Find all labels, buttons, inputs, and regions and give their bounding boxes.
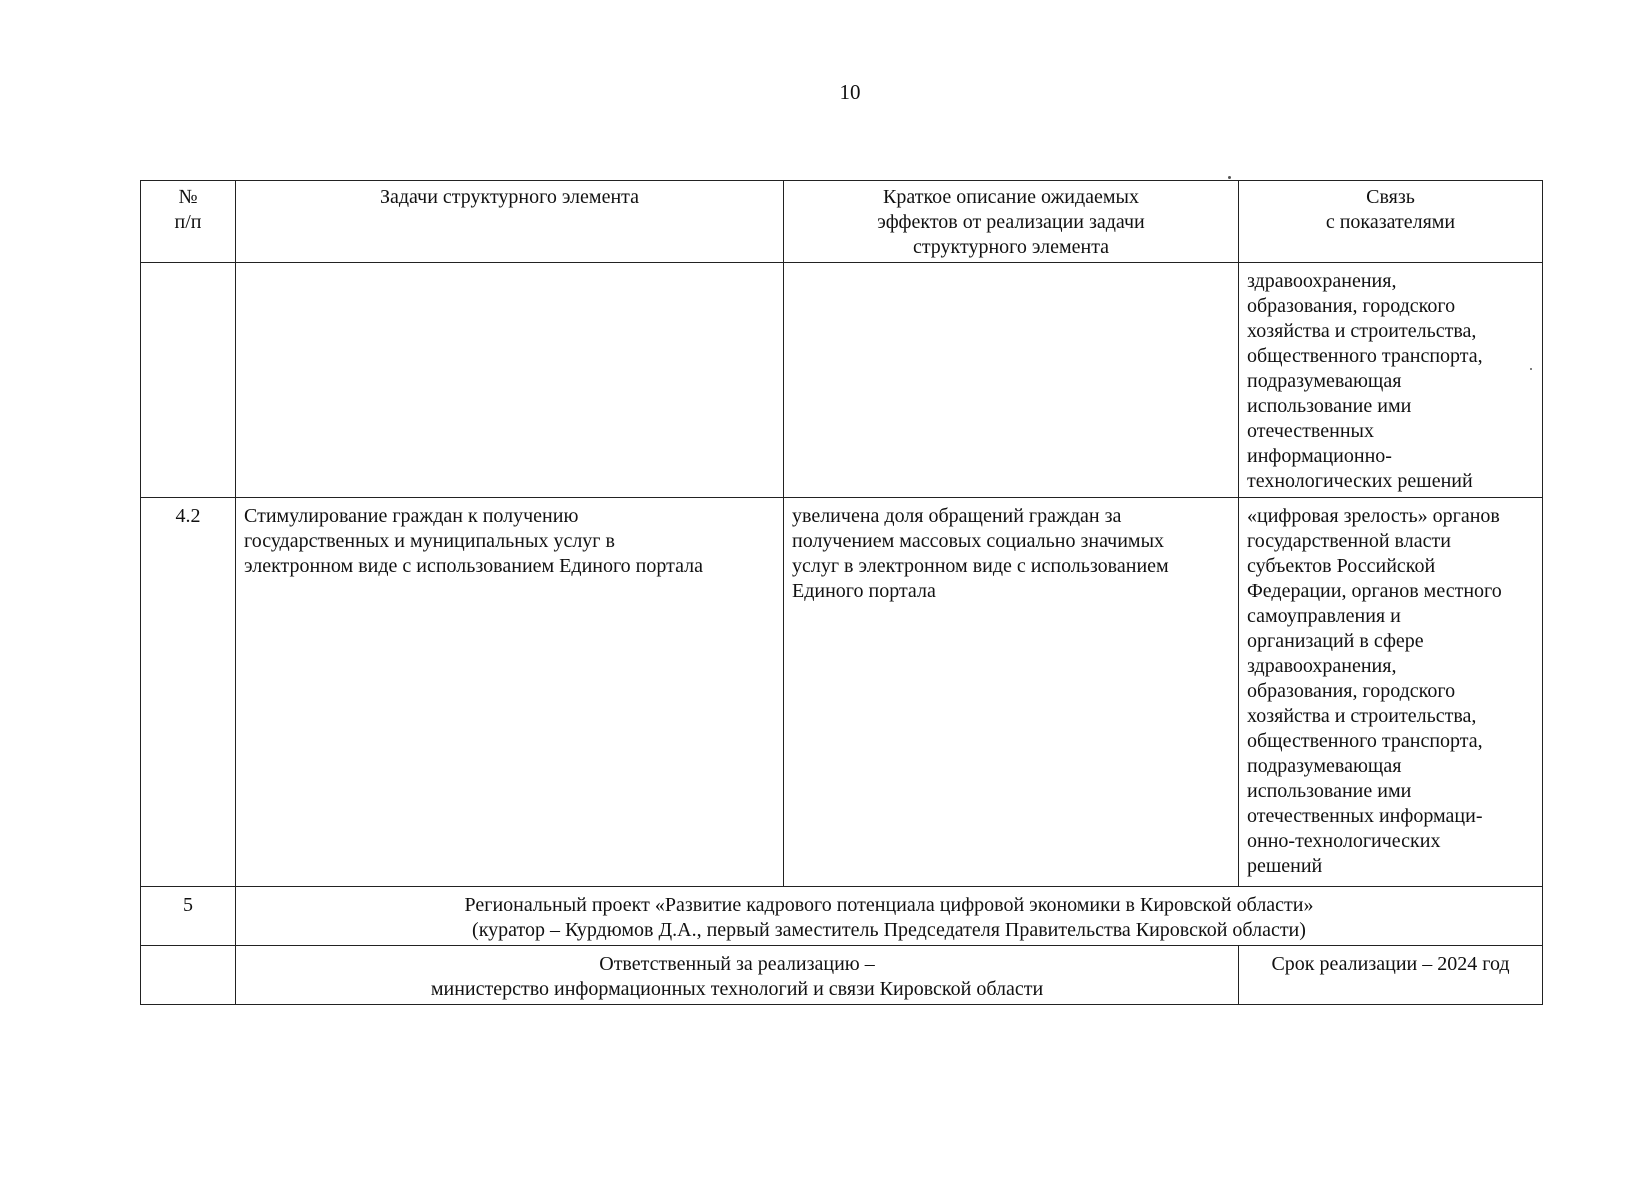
cell-num [141,263,236,498]
cell-task [236,263,784,498]
header-link: Связь с показателями [1239,181,1543,263]
cell-num: 5 [141,887,236,946]
cell-desc [784,263,1239,498]
table-row-4-2 [141,498,1543,887]
table-row-continuation [141,263,1543,498]
header-task: Задачи структурного элемента [236,181,784,263]
responsible-cell: Ответственный за реализацию – министерство информационных технологий и связи Кировской области [236,946,1239,1005]
term-cell: Срок реализации – 2024 год [1239,946,1543,1005]
cell-task: Стимулирование граждан к получению государственных и муниципальных услуг в электронном виде с использованием Единого портала [236,498,784,887]
table-row-5-responsible [141,946,1543,1005]
cell-desc: увеличена доля обращений граждан за получением массовых социально значимых услуг в электронном виде с использованием Единого портала [784,498,1239,887]
page-number: 10 [839,80,861,104]
cell-num: 4.2 [141,498,236,887]
table-header-row [141,181,1543,263]
cell-num [141,946,236,1005]
table-row-5 [141,887,1543,946]
structural-elements-table [140,180,1543,1005]
scan-speck [1530,368,1532,370]
cell-link: «цифровая зрелость» органов государственной власти субъектов Российской Федерации, органов местного самоуправления и организаций в сфере здравоохранения, образования, городского хозяйства и строительства, общественного транспорта, подразумевающая использование ими отечественных информаци- онно-технологических решений [1239,498,1543,887]
header-desc: Краткое описание ожидаемых эффектов от реализации задачи структурного элемента [784,181,1239,263]
scan-speck [1228,176,1231,179]
project-title: Региональный проект «Развитие кадрового потенциала цифровой экономики в Кировской области» (куратор – Курдюмов Д.А., первый заместитель Председателя Правительства Кировской области) [236,887,1543,946]
header-num: № п/п [141,181,236,263]
cell-link: здравоохранения, образования, городского хозяйства и строительства, общественного транспорта, подразумевающая использование ими отечественных информационно- технологических решений [1239,263,1543,498]
